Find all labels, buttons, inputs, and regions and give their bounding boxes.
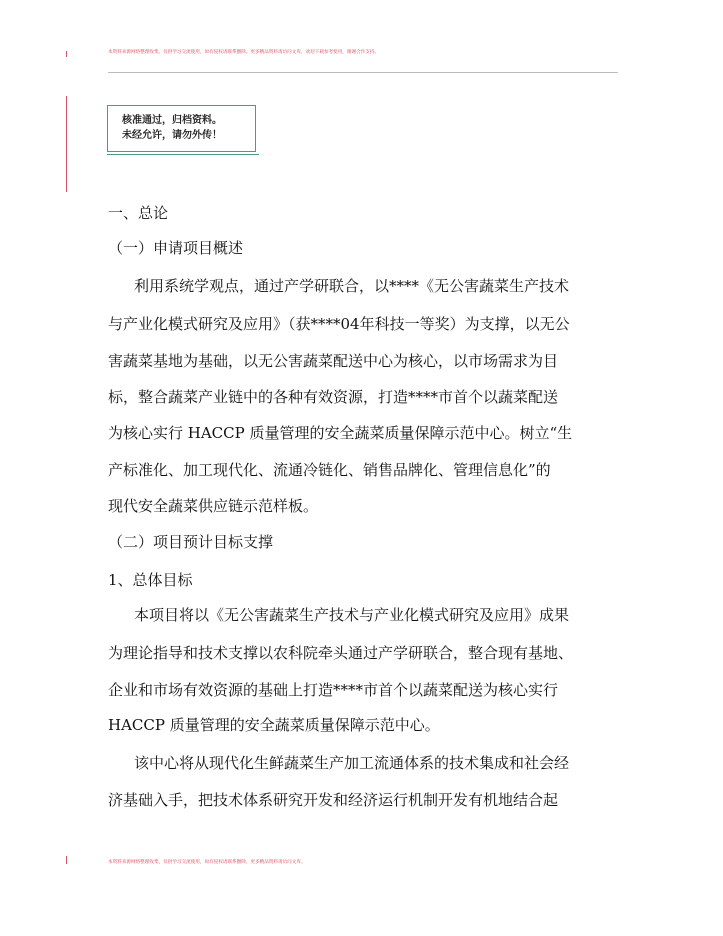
paragraph-line: 为核心实行 HACCP 质量管理的安全蔬菜质量保障示范中心。树立“生 xyxy=(108,424,573,442)
stamp-line-1: 核准通过，归档资料。 xyxy=(122,115,222,126)
paragraph-line: 与产业化模式研究及应用》（获****04年科技一等奖）为支撑，以无公 xyxy=(108,315,570,333)
subsection-heading: （一）申请项目概述 xyxy=(108,239,244,257)
subsection-heading: （二）项目预计目标支撑 xyxy=(108,533,274,551)
paragraph-line: 现代安全蔬菜供应链示范样板。 xyxy=(108,497,319,515)
left-margin-mark-middle xyxy=(66,96,67,192)
section-heading: 一、总论 xyxy=(108,204,169,222)
header-watermark: 本资料来源网络整理收集，仅供学习交流使用，如有侵权请联系删除。更多精品资料请访问文库，欢迎下载参考使用，谢谢合作支持。 xyxy=(108,50,380,55)
paragraph-line: 济基础入手，把技术体系研究开发和经济运行机制开发有机地结合起 xyxy=(108,791,559,809)
footer-watermark: 本资料来源网络整理收集，仅供学习交流使用，如有侵权请联系删除，更多精品资料请访问文库。 xyxy=(108,860,306,865)
approval-stamp xyxy=(107,105,256,152)
paragraph-line: HACCP 质量管理的安全蔬菜质量保障示范中心。 xyxy=(108,716,440,734)
header-rule xyxy=(108,72,618,73)
paragraph-line: 害蔬菜基地为基础，以无公害蔬菜配送中心为核心，以市场需求为目 xyxy=(108,352,559,370)
stamp-line-2: 未经允许，请勿外传！ xyxy=(122,130,222,141)
left-margin-mark-top xyxy=(66,51,67,57)
sub-heading: 1、总体目标 xyxy=(108,571,193,589)
paragraph-line: 为理论指导和技术支撑以农科院牵头通过产学研联合，整合现有基地、 xyxy=(108,644,574,662)
left-margin-mark-bottom xyxy=(66,856,67,864)
paragraph-line: 该中心将从现代化生鲜蔬菜生产加工流通体系的技术集成和社会经 xyxy=(134,754,570,772)
paragraph-line: 本项目将以《无公害蔬菜生产技术与产业化模式研究及应用》成果 xyxy=(134,606,570,624)
paragraph-line: 产标准化、加工现代化、流通冷链化、销售品牌化、管理信息化”的 xyxy=(108,461,551,479)
paragraph-line: 利用系统学观点，通过产学研联合，以****《无公害蔬菜生产技术 xyxy=(134,277,570,295)
stamp-underline xyxy=(107,154,259,155)
paragraph-line: 标，整合蔬菜产业链中的各种有效资源，打造****市首个以蔬菜配送 xyxy=(108,388,559,406)
paragraph-line: 企业和市场有效资源的基础上打造****市首个以蔬菜配送为核心实行 xyxy=(108,681,559,699)
